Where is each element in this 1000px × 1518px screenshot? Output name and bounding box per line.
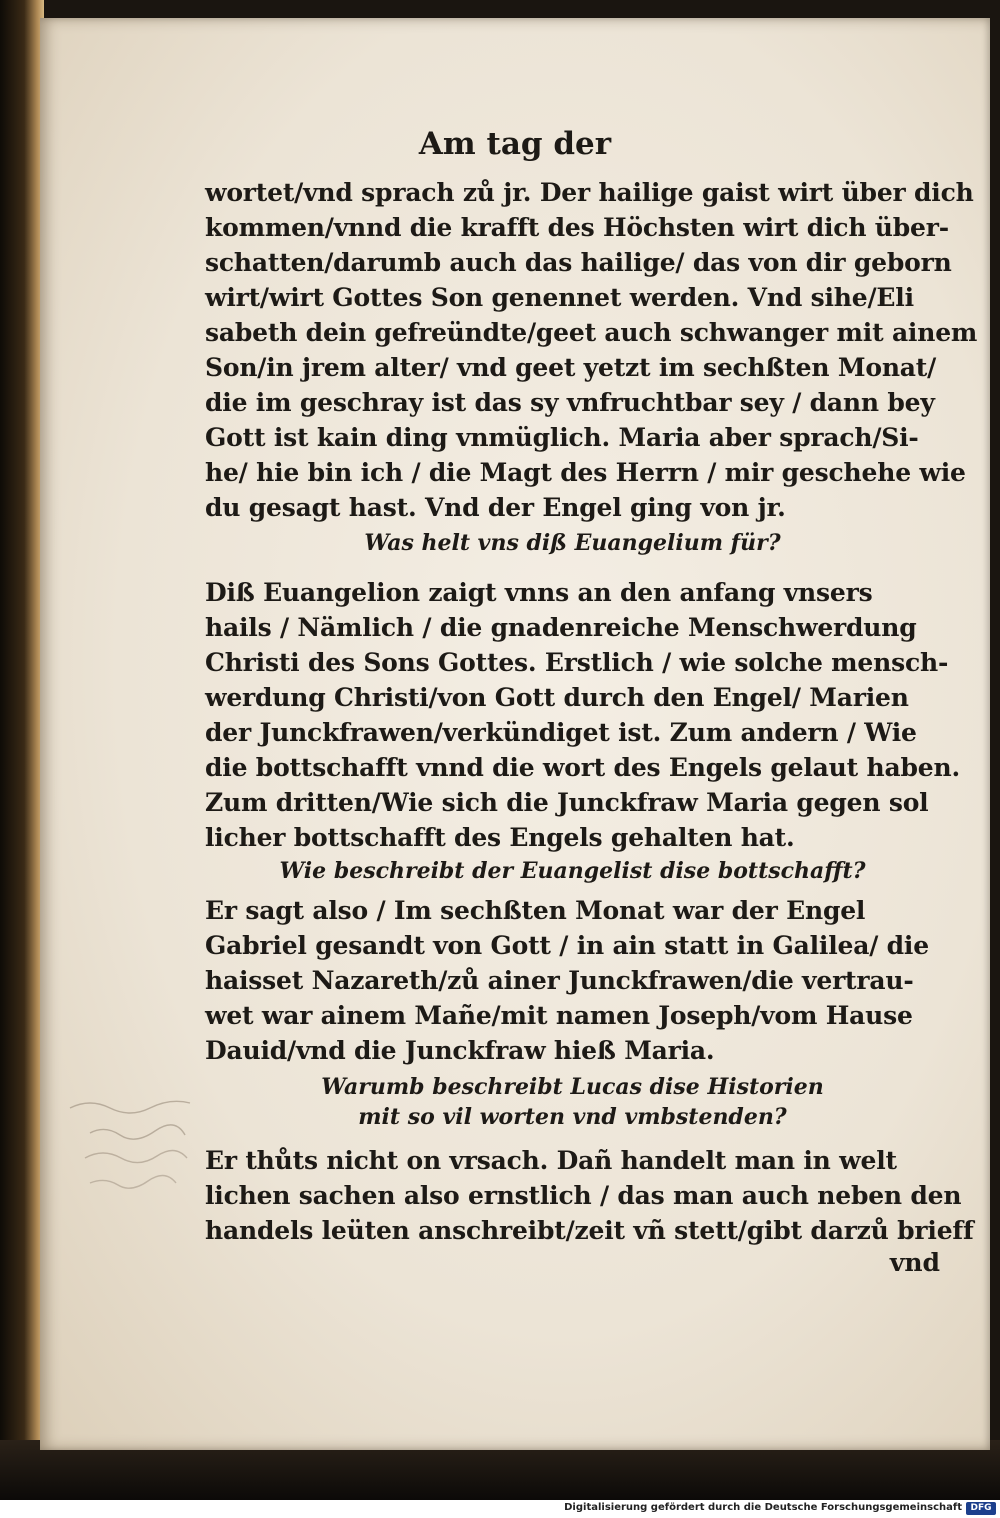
text-line: licher bottschafft des Engels gehalten hat. xyxy=(205,823,795,852)
question-heading: mit so vil worten vnd vmbstenden? xyxy=(358,1104,787,1130)
question-heading: Was helt vns diß Euangelium für? xyxy=(364,530,781,556)
dfg-logo[interactable]: DFG xyxy=(966,1502,996,1515)
text-line: Gott ist kain ding vnmüglich. Maria aber sprach/Si- xyxy=(205,423,919,452)
text-line: handels leüten anschreibt/zeit vñ stett/gibt darzů brieff xyxy=(205,1216,974,1245)
text-line: lichen sachen also ernstlich / das man auch neben den xyxy=(205,1181,962,1210)
text-line: wet war ainem Mañe/mit namen Joseph/vom Hause xyxy=(205,1001,913,1030)
text-line: wirt/wirt Gottes Son genennet werden. Vnd sihe/Eli xyxy=(205,283,914,312)
text-line: Son/in jrem alter/ vnd geet yetzt im sechßten Monat/ xyxy=(205,353,937,382)
running-head: Am tag der xyxy=(418,126,612,162)
text-line: haisset Nazareth/zů ainer Junckfrawen/die vertrau- xyxy=(205,966,914,995)
text-line: Zum dritten/Wie sich die Junckfraw Maria gegen sol xyxy=(205,788,929,817)
page-text xyxy=(40,18,990,1450)
text-line: werdung Christi/von Gott durch den Engel/ Marien xyxy=(205,683,909,712)
text-line: die bottschafft vnnd die wort des Engels gelaut haben. xyxy=(205,753,960,782)
text-line: wortet/vnd sprach zů jr. Der hailige gaist wirt über dich xyxy=(205,178,974,207)
text-line: du gesagt hast. Vnd der Engel ging von jr. xyxy=(205,493,786,522)
text-line: Christi des Sons Gottes. Erstlich / wie solche mensch- xyxy=(205,648,949,677)
question-heading: Wie beschreibt der Euangelist dise bottschafft? xyxy=(279,858,866,884)
book-page xyxy=(40,18,990,1450)
text-line: Er sagt also / Im sechßten Monat war der Engel xyxy=(205,896,866,925)
text-line: Gabriel gesandt von Gott / in ain statt in Galilea/ die xyxy=(205,931,929,960)
text-line: hails / Nämlich / die gnadenreiche Menschwerdung xyxy=(205,613,917,642)
question-heading: Warumb beschreibt Lucas dise Historien xyxy=(321,1074,824,1100)
book-spine xyxy=(0,0,44,1500)
footer-bar xyxy=(0,1500,1000,1518)
text-line: schatten/darumb auch das hailige/ das von dir geborn xyxy=(205,248,952,277)
text-line: Er thůts nicht on vrsach. Dañ handelt man in welt xyxy=(205,1146,897,1175)
text-line: Diß Euangelion zaigt vnns an den anfang vnsers xyxy=(205,578,873,607)
text-line: der Junckfrawen/verkündiget ist. Zum andern / Wie xyxy=(205,718,917,747)
text-line: die im geschray ist das sy vnfruchtbar sey / dann bey xyxy=(205,388,935,417)
text-line: Dauid/vnd die Junckfraw hieß Maria. xyxy=(205,1036,715,1065)
catchword: vnd xyxy=(889,1248,940,1277)
text-line: sabeth dein gefreündte/geet auch schwanger mit ainem xyxy=(205,318,978,347)
text-line: he/ hie bin ich / die Magt des Herrn / mir geschehe wie xyxy=(205,458,966,487)
text-line: kommen/vnnd die krafft des Höchsten wirt dich über- xyxy=(205,213,949,242)
funding-credit: Digitalisierung gefördert durch die Deutsche Forschungsgemeinschaft xyxy=(564,1502,962,1513)
